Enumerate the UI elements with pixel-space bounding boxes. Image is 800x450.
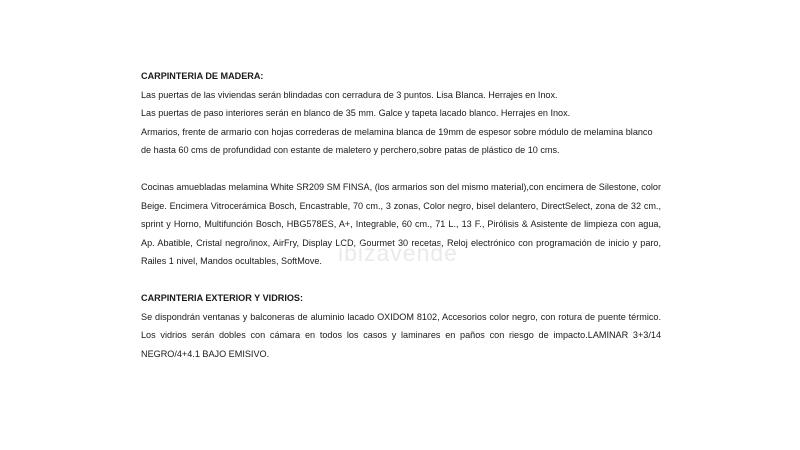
- paragraph-puertas-viviendas: Las puertas de las viviendas serán blindadas con cerradura de 3 puntos. Lisa Blanca. Herrajes en Inox.: [141, 89, 558, 100]
- spacer: [141, 160, 661, 179]
- watermark-logo: ibizavende: [338, 240, 458, 266]
- spacer: [141, 271, 661, 290]
- section-heading-carpinteria-madera: CARPINTERIA DE MADERA:: [141, 71, 264, 81]
- paragraph-puertas-paso: Las puertas de paso interiores serán en blanco de 35 mm. Galce y tapeta lacado blanco. Herrajes en Inox.: [141, 108, 571, 118]
- paragraph-cocinas: Cocinas amuebladas melamina White SR209 SM FINSA, (los armarios son del mismo material),con encimera de Silestone, color Beige. Encimera Vitrocerámica Bosch, Encastrable, 70 cm., 3 zonas, Color negro, bisel delantero, DirectSelect, zona de 32 cm., sprint y Horno, Multifunción Bosch, HBG578ES, A+, Integrable, 60 cm., 71 L., 13 F., Pirólisis & Asistente de limpieza con agua, Ap. Abatible, Cristal negro/inox, AirFry, Display LCD, Gourmet 30 recetas, Reloj electrónico con programación de inicio y paro, Railes 1 nivel, Mandos ocultables, SoftMove.: [141, 182, 661, 266]
- document-body: [141, 67, 661, 363]
- paragraph-ventanas-vidrios: Se dispondrán ventanas y balconeras de aluminio lacado OXIDOM 8102, Accesorios color negro, con rotura de puente térmico. Los vidrios serán dobles con cámara en todos los casos y laminares en paños con riesgo de impacto.LAMINAR 3+3/14 NEGRO/4+4.1 BAJO EMISIVO.: [141, 311, 661, 359]
- paragraph-armarios: Armarios, frente de armario con hojas correderas de melamina blanca de 19mm de espesor sobre módulo de melamina blanco de hasta 60 cms de profundidad con estante de maletero y perchero,sobre patas de plástico de 10 cms.: [141, 126, 653, 155]
- section-heading-carpinteria-exterior: CARPINTERIA EXTERIOR Y VIDRIOS:: [141, 293, 304, 303]
